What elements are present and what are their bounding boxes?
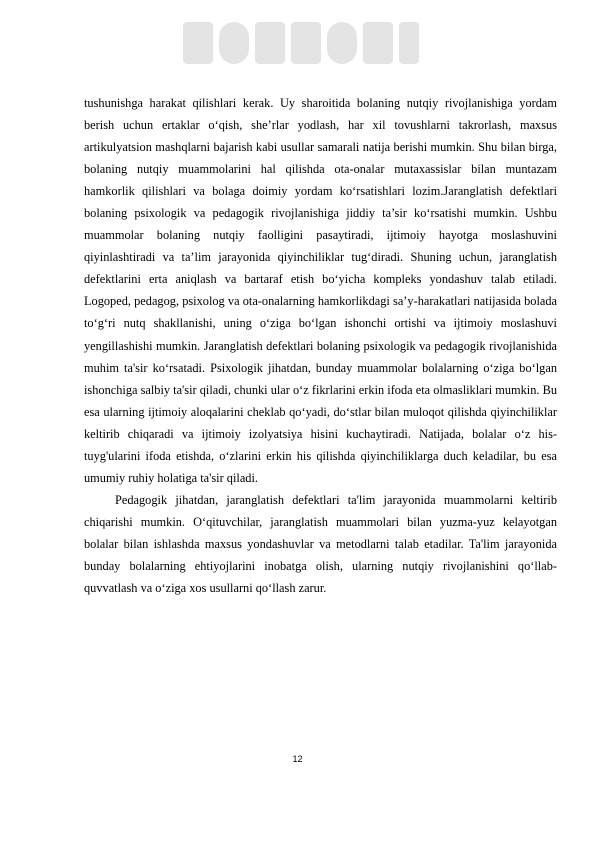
watermark-logo-icon <box>175 4 425 82</box>
body-paragraph: tushunishga harakat qilishlari kerak. Uy sharoitida bolaning nutqiy rivojlanishiga yordam berish uchun ertaklar o‘qish, she’rlar yodlash, har xil tovushlarni takrorlash, maxsus artikulyatsion mashqlarni bajarish kabi usullar samarali natija berishi mumkin. Shu bilan birga, bolaning nutqiy muammolarini hal qilishda ota-onalar mutaxassislar bilan muntazam hamkorlik qilishlari va bolaga doimiy yordam ko‘rsatishlari lozim.Jaranglatish defektlari bolaning psixologik va pedagogik rivojlanishiga jiddiy ta’sir ko‘rsatishi mumkin. Ushbu muammolar bolaning nutqiy faolligini pasaytiradi, ijtimoiy hayotga moslashuvini qiyinlashtiradi va ta’lim jarayonida qiyinchiliklar tug‘diradi. Shuning uchun, jaranglatish defektlarini erta aniqlash va bartaraf etish bo‘yicha kompleks yondashuv talab etiladi. Logoped, pedagog, psixolog va ota-onalarning hamkorlikdagi sa’y-harakatlari natijasida bolada to‘g‘ri nutq shakllanishi, uning o‘ziga bo‘lgan ishonchi ortishi va ijtimoiy moslashuvi yengillashishi mumkin. Jaranglatish defektlari bolaning psixologik va pedagogik rivojlanishida muhim ta'sir ko‘rsatadi. Psixologik jihatdan, bunday muammolar bolalarning o‘ziga bo‘lgan ishonchiga salbiy ta'sir qiladi, chunki ular o‘z fikrlarini erkin ifoda eta olmasliklari mumkin. Bu esa ularning ijtimoiy aloqalarini cheklab qo‘yadi, do‘stlar bilan muloqot qilishda qiyinchiliklar keltirib chiqaradi va ijtimoiy izolyatsiya hisini kuchaytiradi. Natijada, bolalar o‘z his-tuyg'ularini ifoda etishda, o‘zlarini erkin his qilishda qiyinchiliklarga duch keladilar, bu esa umumiy ruhiy holatiga ta'sir qiladi. <box>84 96 557 485</box>
document-body <box>84 92 557 599</box>
body-paragraph: Pedagogik jihatdan, jaranglatish defektlari ta'lim jarayonida muammolarni keltirib chiqarishi mumkin. O‘qituvchilar, jaranglatish muammolari bilan yuzma-yuz kelayotgan bolalar bilan ishlashda maxsus yondashuvlar va metodlarni talab etadilar. Ta'lim jarayonida bunday bolalarning ehtiyojlarini inobatga olish, ularning nutqiy rivojlanishini qo‘llab-quvvatlash va o‘ziga xos usullarni qo‘llash zarur. <box>84 492 557 596</box>
page-number: 12 <box>292 754 303 764</box>
